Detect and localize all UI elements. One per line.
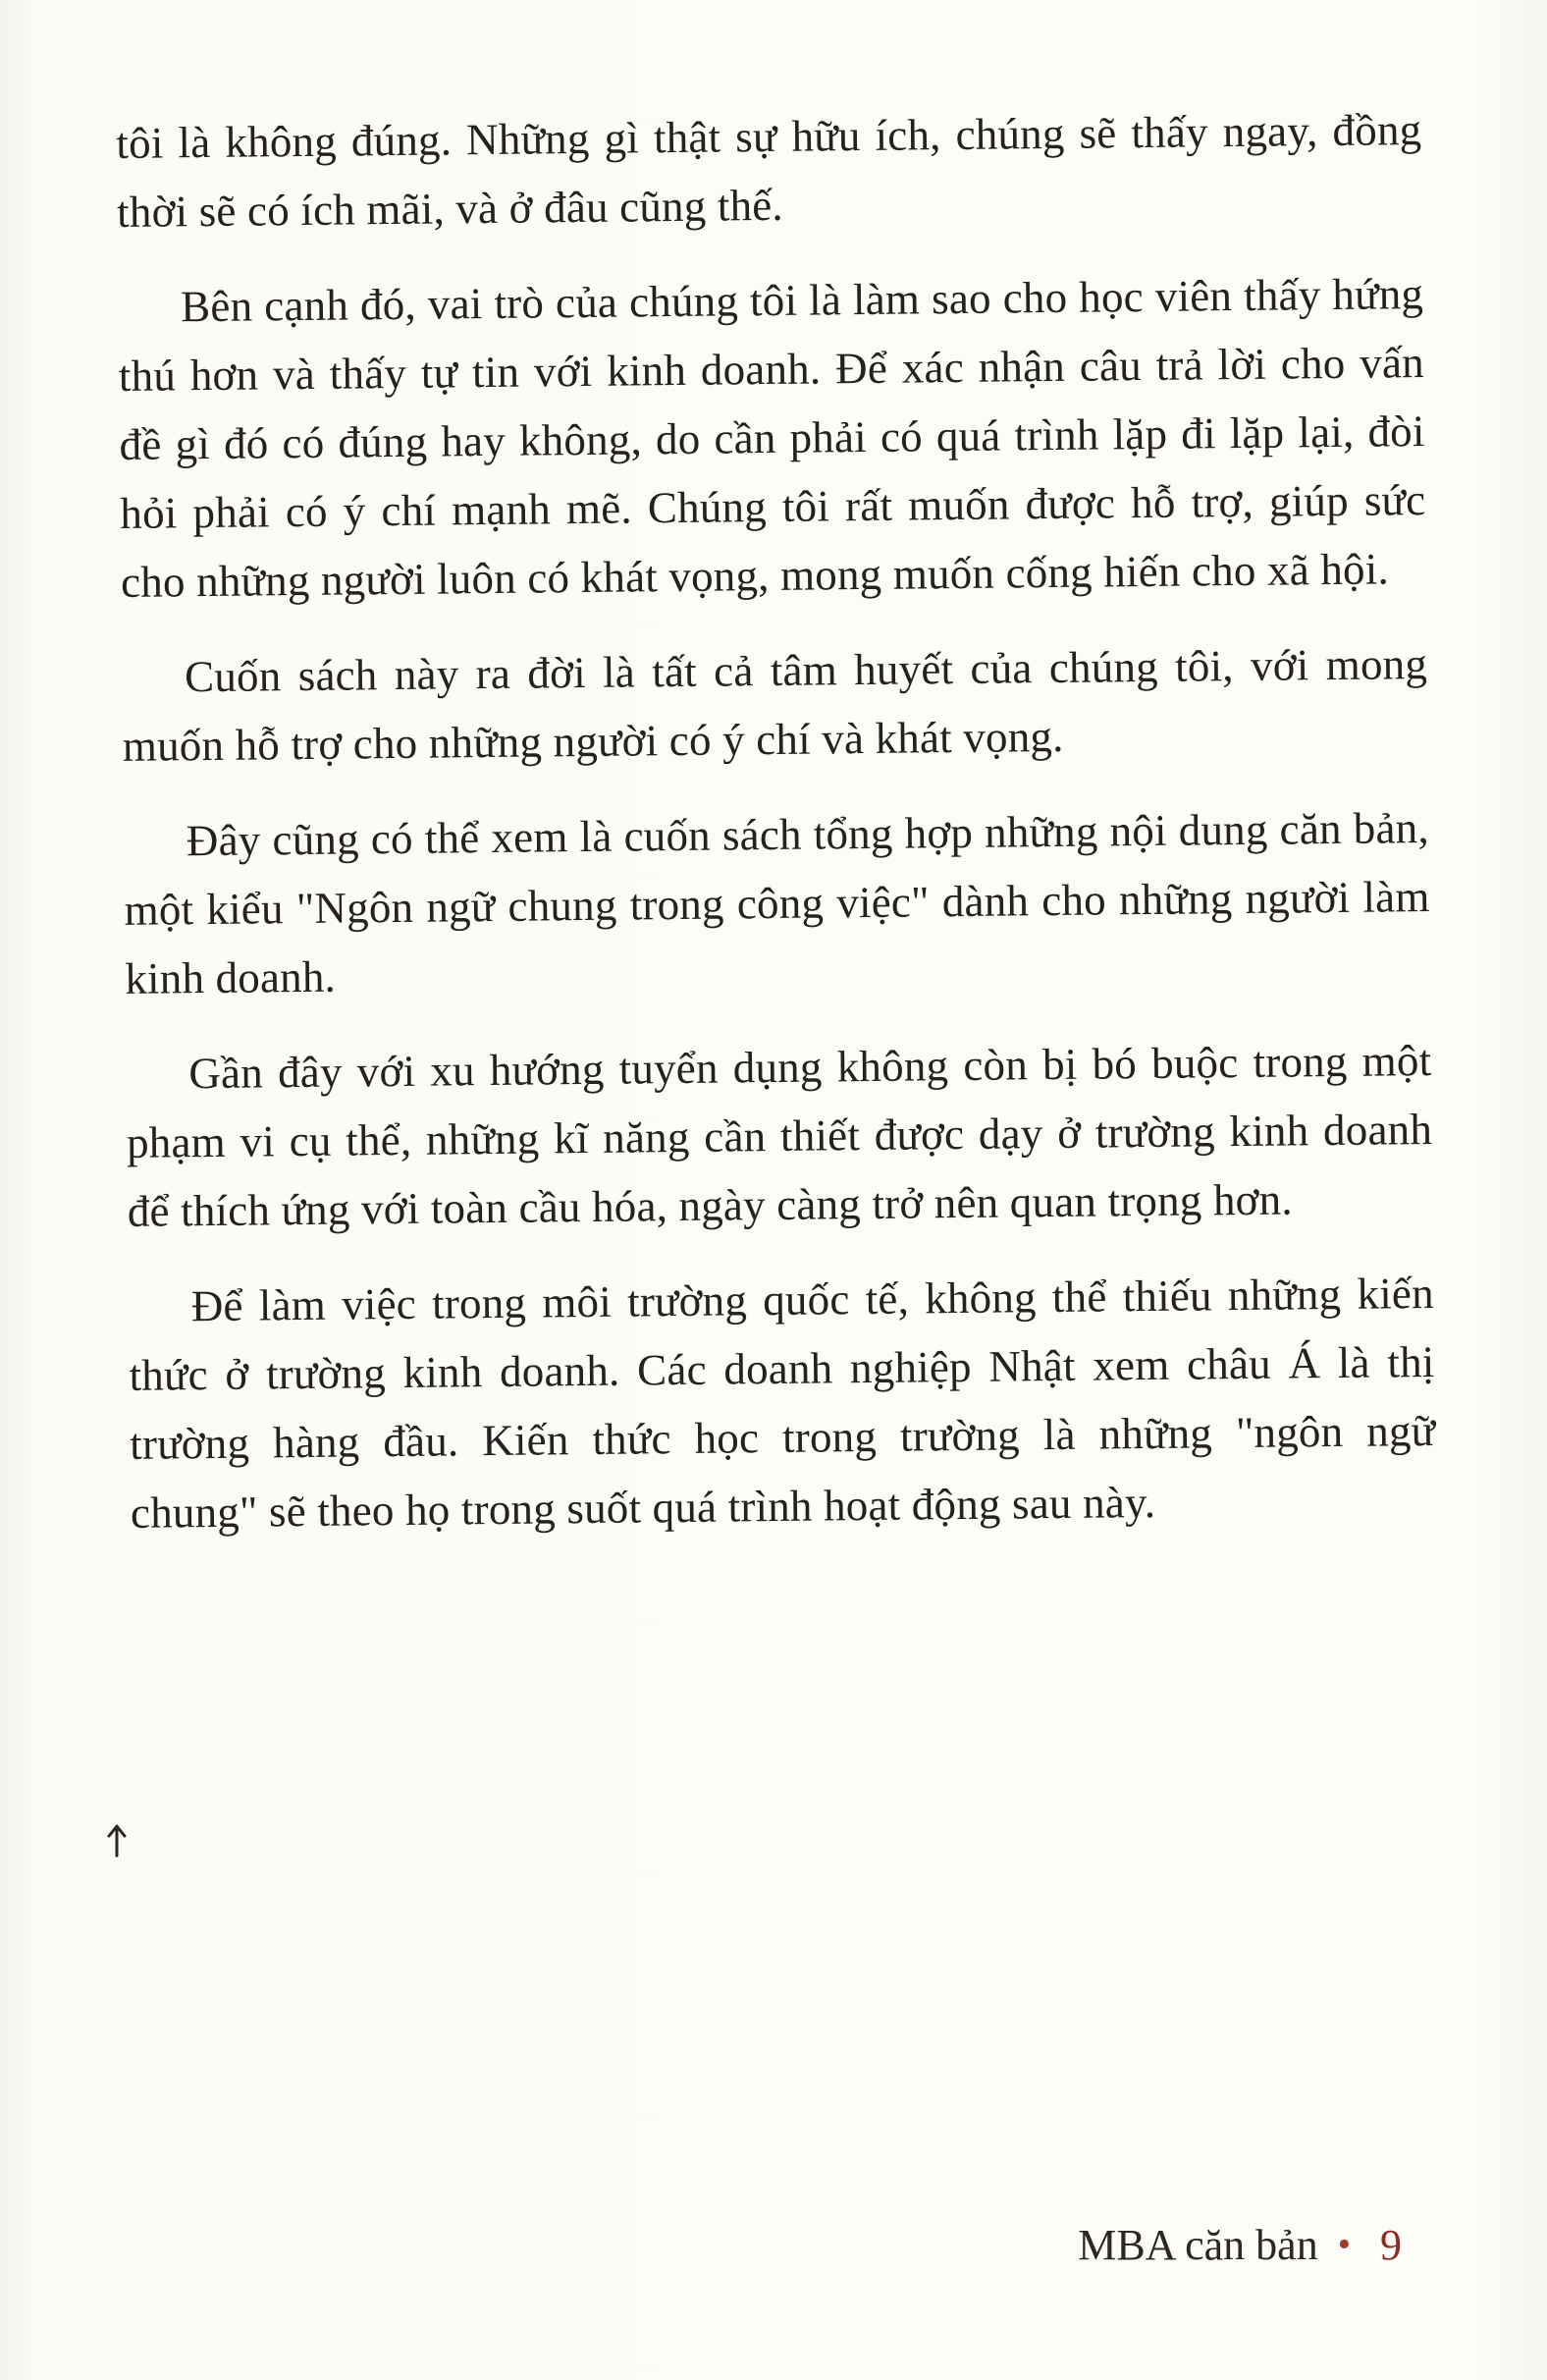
page-number: 9 — [1380, 2221, 1402, 2269]
footer-bullet-icon: • — [1337, 2224, 1351, 2265]
body-text — [116, 95, 1437, 1574]
paragraph: tôi là không đúng. Những gì thật sự hữu ích, chúng sẽ thấy ngay, đồng thời sẽ có ích mãi, và ở đâu cũng thế. — [116, 105, 1422, 237]
footer-title: MBA căn bản — [1078, 2221, 1318, 2269]
paragraph: Đây cũng có thể xem là cuốn sách tổng hợp những nội dung căn bản, một kiểu "Ngôn ngữ chung trong công việc" dành cho những người làm kinh doanh. — [124, 802, 1430, 1003]
paragraph: Để làm việc trong môi trường quốc tế, không thể thiếu những kiến thức ở trường kinh doanh. Các doanh nghiệp Nhật xem châu Á là thị trường hàng đầu. Kiến thức học trong trường là những "ngôn ngữ chung" sẽ theo họ trong suốt quá trình hoạt động sau này. — [129, 1268, 1436, 1538]
paragraph: Cuốn sách này ra đời là tất cả tâm huyết của chúng tôi, với mong muốn hỗ trợ cho những người có ý chí và khát vọng. — [122, 639, 1428, 771]
paragraph: Gần đây với xu hướng tuyển dụng không còn bị bó buộc trong một phạm vi cụ thể, những kĩ năng cần thiết được dạy ở trường kinh doanh để thích ứng với toàn cầu hóa, ngày càng trở nên quan trọng hơn. — [126, 1035, 1433, 1236]
page-footer — [1078, 2220, 1402, 2270]
stray-ink-mark — [104, 1818, 130, 1858]
paragraph: Bên cạnh đó, vai trò của chúng tôi là làm sao cho học viên thấy hứng thú hơn và thấy tự tin với kinh doanh. Để xác nhận câu trả lời cho vấn đề gì đó có đúng hay không, do cần phải có quá trình lặp đi lặp lại, đòi hỏi phải có ý chí mạnh mẽ. Chúng tôi rất muốn được hỗ trợ, giúp sức cho những người luôn có khát vọng, mong muốn cống hiến cho xã hội. — [118, 269, 1426, 607]
